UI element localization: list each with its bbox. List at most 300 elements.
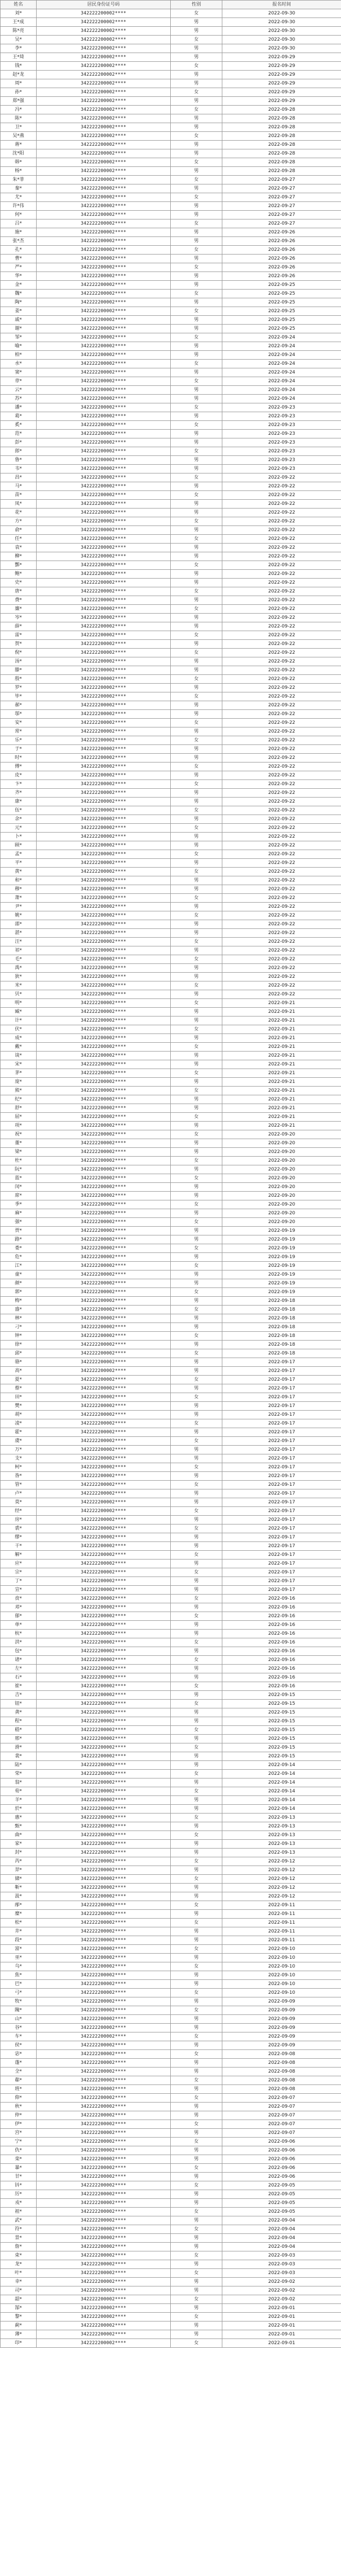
cell-date: 2022-09-26	[222, 237, 341, 246]
cell-name: 戴*	[1, 1043, 37, 1052]
cell-date: 2022-09-02	[222, 2278, 341, 2286]
cell-gender: 女	[171, 307, 222, 316]
cell-gender: 男	[171, 1235, 222, 1244]
cell-id-number: 342222200002****	[37, 876, 171, 885]
cell-date: 2022-09-17	[222, 1446, 341, 1454]
cell-gender: 男	[171, 1954, 222, 1962]
cell-id-number: 342222200002****	[37, 2181, 171, 2190]
cell-date: 2022-09-24	[222, 333, 341, 342]
cell-id-number: 342222200002****	[37, 1358, 171, 1367]
cell-date: 2022-09-10	[222, 1945, 341, 1954]
cell-name: 仰*	[1, 2094, 37, 2103]
cell-id-number: 342222200002****	[37, 579, 171, 587]
table-row	[1, 780, 341, 789]
cell-date: 2022-09-22	[222, 579, 341, 587]
cell-date: 2022-09-17	[222, 1489, 341, 1498]
cell-date: 2022-09-04	[222, 2216, 341, 2225]
table-row	[1, 1306, 341, 1314]
cell-gender: 女	[171, 2006, 222, 2015]
cell-gender: 女	[171, 333, 222, 342]
cell-gender: 男	[171, 412, 222, 421]
cell-id-number: 342222200002****	[37, 211, 171, 219]
cell-name: 缪*	[1, 1533, 37, 1542]
cell-id-number: 342222200002****	[37, 1454, 171, 1463]
table-row	[1, 587, 341, 596]
cell-id-number: 342222200002****	[37, 1218, 171, 1227]
cell-gender: 女	[171, 587, 222, 596]
cell-id-number: 342222200002****	[37, 859, 171, 868]
cell-name: 邱*	[1, 1349, 37, 1358]
cell-date: 2022-09-14	[222, 1787, 341, 1796]
cell-name: 岑*	[1, 614, 37, 622]
table-row	[1, 1647, 341, 1656]
cell-date: 2022-09-22	[222, 701, 341, 710]
table-row	[1, 1227, 341, 1235]
cell-id-number: 342222200002****	[37, 596, 171, 605]
cell-date: 2022-09-18	[222, 1323, 341, 1332]
table-row	[1, 9, 341, 18]
cell-gender: 男	[171, 211, 222, 219]
cell-gender: 男	[171, 1892, 222, 1901]
table-row	[1, 1498, 341, 1507]
cell-gender: 男	[171, 1498, 222, 1507]
cell-gender: 男	[171, 1052, 222, 1060]
cell-id-number: 342222200002****	[37, 1743, 171, 1752]
cell-name: 储*	[1, 1875, 37, 1884]
cell-id-number: 342222200002****	[37, 246, 171, 255]
cell-id-number: 342222200002****	[37, 333, 171, 342]
cell-gender: 女	[171, 1682, 222, 1691]
table-row	[1, 114, 341, 123]
cell-id-number: 342222200002****	[37, 1770, 171, 1778]
cell-id-number: 342222200002****	[37, 1130, 171, 1139]
cell-name: 雷*	[1, 631, 37, 640]
cell-id-number: 342222200002****	[37, 307, 171, 316]
cell-name: 奚*	[1, 421, 37, 430]
cell-name: 张*杰	[1, 237, 37, 246]
cell-date: 2022-09-24	[222, 360, 341, 368]
cell-name: 熊*	[1, 1087, 37, 1095]
cell-gender: 男	[171, 149, 222, 158]
cell-gender: 男	[171, 1402, 222, 1411]
cell-date: 2022-09-22	[222, 561, 341, 570]
cell-name: 项*	[1, 1122, 37, 1130]
cell-date: 2022-09-17	[222, 1586, 341, 1595]
table-row	[1, 1113, 341, 1122]
cell-id-number: 342222200002****	[37, 1691, 171, 1700]
cell-gender: 男	[171, 79, 222, 88]
cell-gender: 男	[171, 2173, 222, 2181]
cell-gender: 女	[171, 1025, 222, 1034]
cell-gender: 男	[171, 622, 222, 631]
cell-date: 2022-09-30	[222, 27, 341, 36]
cell-gender: 女	[171, 1419, 222, 1428]
cell-id-number: 342222200002****	[37, 1840, 171, 1849]
cell-gender: 女	[171, 1989, 222, 1997]
cell-name: 蓟*	[1, 2321, 37, 2330]
cell-name: 屈*	[1, 1113, 37, 1122]
cell-name: 芮*	[1, 1857, 37, 1866]
cell-id-number: 342222200002****	[37, 657, 171, 666]
cell-date: 2022-09-09	[222, 2006, 341, 2015]
cell-id-number: 342222200002****	[37, 1901, 171, 1910]
table-row	[1, 1743, 341, 1752]
cell-date: 2022-09-22	[222, 587, 341, 596]
table-row	[1, 2243, 341, 2251]
cell-name: 华*	[1, 272, 37, 281]
table-row	[1, 570, 341, 579]
cell-name: 穆*	[1, 885, 37, 894]
cell-gender: 男	[171, 570, 222, 579]
table-row	[1, 1630, 341, 1638]
cell-gender: 女	[171, 1174, 222, 1183]
table-row	[1, 1551, 341, 1560]
cell-id-number: 342222200002****	[37, 272, 171, 281]
table-header	[1, 1, 341, 9]
table-row	[1, 1270, 341, 1279]
cell-name: 邓*	[1, 1603, 37, 1612]
cell-id-number: 342222200002****	[37, 1603, 171, 1612]
cell-gender: 男	[171, 456, 222, 465]
cell-gender: 男	[171, 1139, 222, 1148]
table-row	[1, 228, 341, 237]
cell-gender: 女	[171, 2339, 222, 2348]
cell-name: 靳*	[1, 1884, 37, 1892]
cell-gender: 男	[171, 2304, 222, 2313]
table-row	[1, 1402, 341, 1411]
cell-id-number: 342222200002****	[37, 736, 171, 745]
cell-name: 陆*	[1, 1761, 37, 1770]
cell-date: 2022-09-18	[222, 1306, 341, 1314]
cell-id-number: 342222200002****	[37, 1945, 171, 1954]
cell-gender: 男	[171, 2190, 222, 2199]
table-row	[1, 368, 341, 377]
table-row	[1, 1393, 341, 1402]
cell-name: 车*	[1, 2032, 37, 2041]
cell-name: 姜*	[1, 307, 37, 316]
cell-date: 2022-09-22	[222, 806, 341, 815]
cell-id-number: 342222200002****	[37, 1227, 171, 1235]
cell-name: 伍*	[1, 806, 37, 815]
cell-date: 2022-09-01	[222, 2321, 341, 2330]
cell-id-number: 342222200002****	[37, 640, 171, 649]
cell-date: 2022-09-27	[222, 184, 341, 193]
cell-date: 2022-09-22	[222, 771, 341, 780]
cell-gender: 男	[171, 1122, 222, 1130]
cell-gender: 女	[171, 1463, 222, 1472]
cell-name: 朱*菲	[1, 176, 37, 184]
cell-name: 昌*	[1, 473, 37, 482]
cell-date: 2022-09-12	[222, 1857, 341, 1866]
cell-date: 2022-09-16	[222, 1603, 341, 1612]
cell-name: 景*	[1, 2234, 37, 2243]
cell-gender: 男	[171, 1428, 222, 1437]
cell-name: 颜*	[1, 1279, 37, 1288]
cell-name: 沈*阳	[1, 149, 37, 158]
cell-date: 2022-09-10	[222, 1980, 341, 1989]
cell-name: 魏*	[1, 290, 37, 298]
cell-gender: 男	[171, 184, 222, 193]
cell-name: 凤*	[1, 500, 37, 509]
cell-gender: 男	[171, 2243, 222, 2251]
cell-gender: 男	[171, 710, 222, 719]
table-row	[1, 1989, 341, 1997]
table-row	[1, 903, 341, 911]
cell-name: 杨*	[1, 167, 37, 176]
cell-name: 梅*	[1, 1297, 37, 1306]
table-row	[1, 1034, 341, 1043]
cell-date: 2022-09-22	[222, 692, 341, 701]
cell-date: 2022-09-25	[222, 316, 341, 325]
cell-id-number: 342222200002****	[37, 1560, 171, 1568]
cell-gender: 男	[171, 798, 222, 806]
cell-name: 焦*	[1, 1971, 37, 1980]
table-row	[1, 990, 341, 999]
cell-name: 石*	[1, 1673, 37, 1682]
table-row	[1, 1192, 341, 1200]
cell-name: 袁*	[1, 544, 37, 552]
cell-id-number: 342222200002****	[37, 2304, 171, 2313]
table-row	[1, 2111, 341, 2120]
cell-date: 2022-09-07	[222, 2094, 341, 2103]
table-row	[1, 1507, 341, 1516]
cell-date: 2022-09-22	[222, 544, 341, 552]
cell-date: 2022-09-16	[222, 1656, 341, 1665]
table-row	[1, 333, 341, 342]
cell-name: 孔*	[1, 246, 37, 255]
cell-gender: 男	[171, 1708, 222, 1717]
cell-gender: 男	[171, 1586, 222, 1595]
table-row	[1, 981, 341, 990]
cell-date: 2022-09-25	[222, 325, 341, 333]
cell-gender: 男	[171, 509, 222, 517]
cell-name: 席*	[1, 1192, 37, 1200]
cell-date: 2022-09-15	[222, 1700, 341, 1708]
table-row	[1, 2321, 341, 2330]
cell-date: 2022-09-07	[222, 2103, 341, 2111]
cell-date: 2022-09-17	[222, 1516, 341, 1524]
cell-date: 2022-09-11	[222, 1910, 341, 1919]
cell-date: 2022-09-20	[222, 1174, 341, 1183]
cell-name: 武*	[1, 2216, 37, 2225]
table-row	[1, 1419, 341, 1428]
table-row	[1, 1025, 341, 1034]
cell-id-number: 342222200002****	[37, 465, 171, 473]
table-row	[1, 2006, 341, 2015]
cell-gender: 男	[171, 859, 222, 868]
cell-name: 徐*	[1, 1341, 37, 1349]
table-row	[1, 491, 341, 500]
cell-name: 甘*	[1, 2173, 37, 2181]
cell-id-number: 342222200002****	[37, 692, 171, 701]
cell-gender: 男	[171, 815, 222, 824]
cell-gender: 男	[171, 1717, 222, 1726]
cell-date: 2022-09-19	[222, 1253, 341, 1262]
cell-name: 季*	[1, 1200, 37, 1209]
cell-gender: 男	[171, 1472, 222, 1481]
table-row	[1, 465, 341, 473]
cell-id-number: 342222200002****	[37, 1647, 171, 1656]
cell-gender: 男	[171, 351, 222, 360]
cell-name: 万*	[1, 1446, 37, 1454]
cell-id-number: 342222200002****	[37, 2251, 171, 2260]
cell-name: 印*	[1, 2339, 37, 2348]
cell-gender: 男	[171, 1577, 222, 1586]
cell-name: 滑*	[1, 1743, 37, 1752]
cell-date: 2022-09-21	[222, 1043, 341, 1052]
table-row	[1, 2041, 341, 2050]
cell-gender: 女	[171, 1376, 222, 1384]
table-row	[1, 596, 341, 605]
cell-name: 弓*	[1, 1989, 37, 1997]
cell-name: 隗*	[1, 2006, 37, 2015]
cell-id-number: 342222200002****	[37, 2094, 171, 2103]
cell-gender: 男	[171, 1621, 222, 1630]
cell-date: 2022-09-28	[222, 158, 341, 167]
cell-gender: 女	[171, 1726, 222, 1735]
cell-date: 2022-09-17	[222, 1428, 341, 1437]
cell-id-number: 342222200002****	[37, 1472, 171, 1481]
cell-gender: 男	[171, 1673, 222, 1682]
cell-name: 昝*	[1, 1472, 37, 1481]
cell-gender: 男	[171, 1165, 222, 1174]
cell-gender: 女	[171, 1262, 222, 1270]
table-row	[1, 1840, 341, 1849]
table-row	[1, 36, 341, 44]
cell-name: 孟*	[1, 850, 37, 859]
table-row	[1, 307, 341, 316]
cell-gender: 男	[171, 2155, 222, 2164]
cell-name: 符*	[1, 2225, 37, 2234]
cell-date: 2022-09-06	[222, 2164, 341, 2173]
cell-name: 于*	[1, 745, 37, 754]
cell-gender: 男	[171, 272, 222, 281]
table-row	[1, 2295, 341, 2304]
cell-gender: 男	[171, 1910, 222, 1919]
table-row	[1, 1122, 341, 1130]
table-row	[1, 1901, 341, 1910]
cell-id-number: 342222200002****	[37, 1997, 171, 2006]
cell-date: 2022-09-23	[222, 412, 341, 421]
cell-gender: 男	[171, 228, 222, 237]
cell-id-number: 342222200002****	[37, 290, 171, 298]
cell-gender: 男	[171, 1980, 222, 1989]
cell-gender: 女	[171, 290, 222, 298]
cell-date: 2022-09-27	[222, 219, 341, 228]
cell-date: 2022-09-17	[222, 1384, 341, 1393]
cell-date: 2022-09-21	[222, 1052, 341, 1060]
cell-id-number: 342222200002****	[37, 88, 171, 97]
cell-id-number: 342222200002****	[37, 1822, 171, 1831]
cell-gender: 男	[171, 552, 222, 561]
cell-date: 2022-09-22	[222, 911, 341, 920]
cell-gender: 男	[171, 771, 222, 780]
cell-id-number: 342222200002****	[37, 1708, 171, 1717]
cell-id-number: 342222200002****	[37, 1910, 171, 1919]
cell-name: 彭*	[1, 438, 37, 447]
cell-gender: 男	[171, 2103, 222, 2111]
cell-name: 蓬*	[1, 2059, 37, 2067]
cell-gender: 男	[171, 2129, 222, 2138]
cell-name: 吉*	[1, 1691, 37, 1700]
cell-name: 房*	[1, 1516, 37, 1524]
cell-name: 翁*	[1, 1778, 37, 1787]
cell-id-number: 342222200002****	[37, 2067, 171, 2076]
cell-date: 2022-09-08	[222, 2050, 341, 2059]
cell-date: 2022-09-27	[222, 211, 341, 219]
cell-gender: 女	[171, 2138, 222, 2146]
cell-gender: 男	[171, 614, 222, 622]
cell-date: 2022-09-22	[222, 876, 341, 885]
table-row	[1, 876, 341, 885]
cell-date: 2022-09-23	[222, 465, 341, 473]
cell-date: 2022-09-17	[222, 1437, 341, 1446]
cell-date: 2022-09-23	[222, 456, 341, 465]
cell-gender: 男	[171, 18, 222, 27]
cell-id-number: 342222200002****	[37, 325, 171, 333]
table-row	[1, 1332, 341, 1341]
table-row	[1, 1043, 341, 1052]
cell-id-number: 342222200002****	[37, 1577, 171, 1586]
cell-id-number: 342222200002****	[37, 1008, 171, 1016]
cell-id-number: 342222200002****	[37, 2006, 171, 2015]
cell-date: 2022-09-15	[222, 1726, 341, 1735]
table-row	[1, 2304, 341, 2313]
cell-gender: 男	[171, 596, 222, 605]
table-row	[1, 929, 341, 938]
cell-id-number: 342222200002****	[37, 491, 171, 500]
cell-id-number: 342222200002****	[37, 2076, 171, 2085]
cell-id-number: 342222200002****	[37, 71, 171, 79]
cell-name: 苏*	[1, 395, 37, 403]
cell-date: 2022-09-12	[222, 1875, 341, 1884]
cell-id-number: 342222200002****	[37, 2103, 171, 2111]
cell-date: 2022-09-20	[222, 1209, 341, 1218]
cell-id-number: 342222200002****	[37, 964, 171, 973]
table-row	[1, 1323, 341, 1332]
table-row	[1, 727, 341, 736]
cell-gender: 男	[171, 1560, 222, 1568]
cell-id-number: 342222200002****	[37, 1892, 171, 1901]
cell-name: 乐*	[1, 736, 37, 745]
table-row	[1, 2032, 341, 2041]
cell-id-number: 342222200002****	[37, 202, 171, 211]
table-row	[1, 132, 341, 141]
cell-name: 鲁*	[1, 456, 37, 465]
cell-name: 贝*	[1, 990, 37, 999]
cell-id-number: 342222200002****	[37, 1192, 171, 1200]
cell-date: 2022-09-22	[222, 990, 341, 999]
table-row	[1, 1428, 341, 1437]
cell-name: 嵇*	[1, 1726, 37, 1735]
table-row	[1, 1656, 341, 1665]
cell-id-number: 342222200002****	[37, 999, 171, 1008]
table-row	[1, 798, 341, 806]
table-row	[1, 167, 341, 176]
cell-gender: 女	[171, 1332, 222, 1341]
cell-date: 2022-09-17	[222, 1454, 341, 1463]
table-row	[1, 158, 341, 167]
cell-name: 莫*	[1, 1498, 37, 1507]
cell-name: 宣*	[1, 1586, 37, 1595]
cell-name: 应*	[1, 1560, 37, 1568]
cell-name: 邬*	[1, 710, 37, 719]
cell-date: 2022-09-18	[222, 1341, 341, 1349]
cell-name: 宓*	[1, 2050, 37, 2059]
cell-gender: 女	[171, 1069, 222, 1078]
cell-name: 郗*	[1, 2076, 37, 2085]
cell-gender: 男	[171, 1314, 222, 1323]
